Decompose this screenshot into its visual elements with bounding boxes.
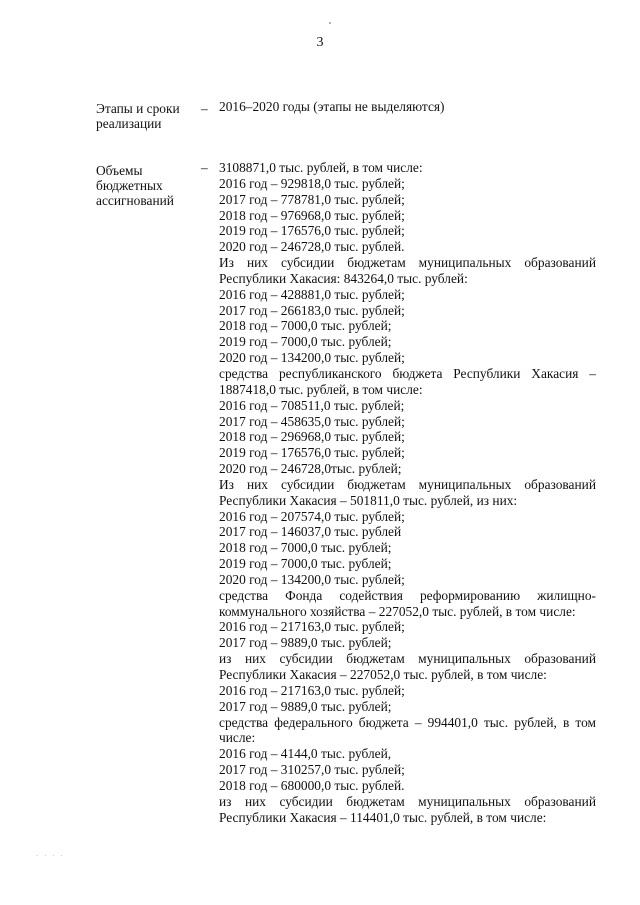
budget-line: 2020 год – 134200,0 тыс. рублей; — [219, 571, 405, 587]
budget-line: 2019 год – 7000,0 тыс. рублей; — [219, 556, 392, 572]
budget-line: 2019 год – 176576,0 тыс. рублей; — [219, 223, 405, 239]
budget-line: средства республиканского бюджета Республики Хакасия – — [219, 365, 596, 381]
budget-line: средства Фонда содействия реформированию жилищно- — [219, 587, 596, 603]
page-number: 3 — [316, 35, 324, 50]
budget-line: 2018 год – 296968,0 тыс. рублей; — [219, 429, 405, 445]
budget-label-line: Объемы — [96, 163, 143, 178]
budget-label — [96, 163, 206, 208]
budget-line: из них субсидии бюджетам муниципальных образований — [219, 651, 596, 667]
budget-line: 2016 год – 207574,0 тыс. рублей; — [219, 508, 405, 524]
budget-line: 2017 год – 266183,0 тыс. рублей; — [219, 302, 405, 318]
budget-line: 2018 год – 7000,0 тыс. рублей; — [219, 540, 392, 556]
budget-line: 3108871,0 тыс. рублей, в том числе: — [219, 160, 423, 175]
budget-line: 1887418,0 тыс. рублей, в том числе: — [219, 381, 423, 397]
budget-dash: – — [201, 160, 208, 175]
budget-line: 2016 год – 4144,0 тыс. рублей, — [219, 746, 392, 762]
budget-lines — [219, 160, 596, 825]
budget-line: Республики Хакасия – 227052,0 тыс. рублей, в том числе: — [219, 667, 547, 682]
budget-line: Республики Хакасия – 501811,0 тыс. рублей, из них: — [219, 492, 518, 508]
budget-line: Из них субсидии бюджетам муниципальных образований — [219, 255, 596, 271]
budget-line: 2018 год – 7000,0 тыс. рублей; — [219, 318, 392, 334]
budget-line: Республики Хакасия: 843264,0 тыс. рублей: — [219, 270, 468, 286]
budget-line: 2018 год – 680000,0 тыс. рублей. — [219, 777, 405, 793]
budget-line: 2020 год – 134200,0 тыс. рублей; — [219, 350, 405, 366]
stages-label-line: Этапы и сроки — [96, 101, 180, 116]
budget-line: 2016 год – 708511,0 тыс. рублей; — [219, 397, 405, 413]
stages-label-line: реализации — [96, 116, 162, 131]
budget-line: 2018 год – 976968,0 тыс. рублей; — [219, 207, 405, 223]
budget-line: 2019 год – 176576,0 тыс. рублей; — [219, 445, 405, 461]
budget-line: 2016 год – 428881,0 тыс. рублей; — [219, 286, 405, 302]
budget-line: средства федерального бюджета – 994401,0 тыс. рублей, в том — [219, 714, 596, 730]
budget-line: 2019 год – 7000,0 тыс. рублей; — [219, 334, 392, 350]
budget-line: Республики Хакасия – 114401,0 тыс. рублей, в том числе: — [219, 809, 547, 825]
budget-line: 2017 год – 9889,0 тыс. рублей; — [219, 635, 392, 651]
budget-label-line: ассигнований — [96, 193, 174, 208]
scan-speck — [329, 22, 331, 24]
stages-label — [96, 101, 206, 131]
budget-line: коммунального хозяйства – 227052,0 тыс. рублей, в том числе: — [219, 603, 576, 619]
budget-line: 2017 год – 458635,0 тыс. рублей; — [219, 413, 405, 429]
budget-line: из них субсидии бюджетам муниципальных образований — [219, 793, 596, 809]
budget-line: 2017 год – 310257,0 тыс. рублей; — [219, 762, 405, 778]
budget-line: числе: — [219, 730, 256, 746]
stages-value — [219, 99, 596, 115]
budget-line: 2017 год – 9889,0 тыс. рублей; — [219, 698, 392, 714]
budget-line: 2016 год – 929818,0 тыс. рублей; — [219, 175, 405, 191]
stages-dash: – — [201, 101, 208, 116]
budget-label-line: бюджетных — [96, 178, 163, 193]
budget-line: 2017 год – 146037,0 тыс. рублей — [219, 524, 402, 540]
budget-line: 2016 год – 217163,0 тыс. рублей; — [219, 682, 405, 698]
budget-line: 2020 год – 246728,0тыс. рублей; — [219, 461, 402, 477]
scan-artifact: · · · · — [36, 852, 65, 860]
budget-line: Из них субсидии бюджетам муниципальных образований — [219, 476, 596, 492]
budget-line: 2017 год – 778781,0 тыс. рублей; — [219, 191, 405, 207]
stages-value-text: 2016–2020 годы (этапы не выделяются) — [219, 99, 445, 114]
budget-line: 2016 год – 217163,0 тыс. рублей; — [219, 619, 405, 635]
budget-line: 2020 год – 246728,0 тыс. рублей. — [219, 239, 405, 255]
